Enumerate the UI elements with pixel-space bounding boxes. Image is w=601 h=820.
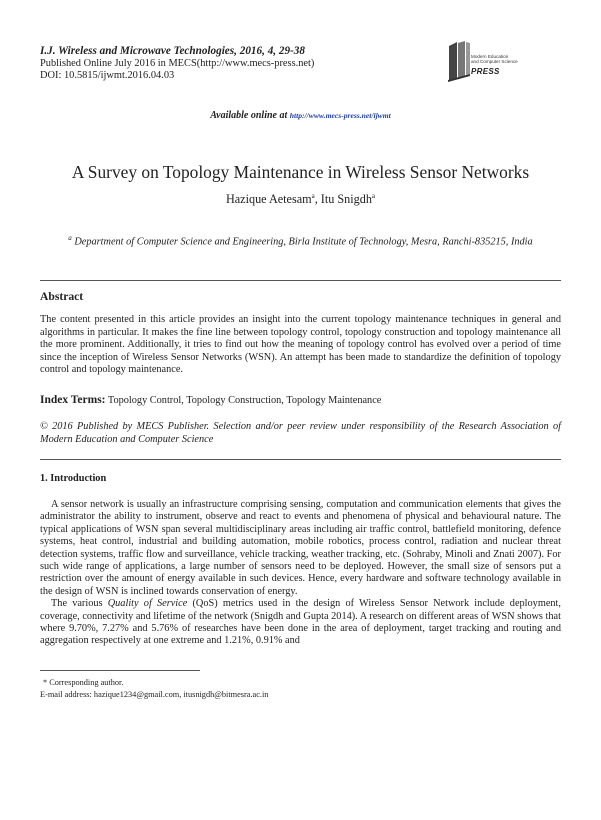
email-addresses: hazique1234@gmail.com, itusnigdh@bitmesra.ac.in: [93, 689, 269, 699]
footnote: [40, 677, 268, 700]
corresponding-author-note: * Corresponding author.: [43, 678, 124, 687]
author-affil-mark: a: [371, 192, 376, 200]
section-body: [40, 499, 561, 648]
doi-line: DOI: 10.5815/ijwmt.2016.04.03: [40, 70, 175, 81]
paragraph: The various Quality of Service (QoS) metrics used in the design of Wireless Sensor Network include deployment, coverage, connectivity and lifetime of the network (Snigdh and Gupta 2014). A research on different areas of WSN shows that where 9.70%, 7.27% and 5.76% of researches have been done in the area of deployment, target tracking and routing and aggregation respectively at one extreme and 1.21%, 0.91% and: [40, 598, 561, 647]
author-name: Itu Snigdh: [320, 192, 372, 207]
publication-line: Published Online July 2016 in MECS(http://www.mecs-press.net): [40, 57, 315, 69]
email-line: E-mail address: hazique1234@gmail.com, itusnigdh@bitmesra.ac.in: [40, 689, 269, 699]
authors: Hazique Aetesam$^a$, Itu Snigdh$^a$: [225, 192, 376, 207]
copyright-notice: © 2016 Published by MECS Publisher. Selection and/or peer review under responsibility of the Research Association of Modern Education and Computer Science: [40, 421, 561, 445]
index-terms: [40, 394, 561, 406]
book-stack-icon: [446, 40, 472, 82]
author-name: Hazique Aetesam: [225, 192, 312, 207]
abstract-heading: Abstract: [40, 290, 84, 303]
affiliation: [52, 232, 549, 248]
author-affil-mark: a: [311, 192, 315, 200]
abstract-text: The content presented in this article provides an insight into the current topology maintenance techniques in general and algorithms in particular. It makes the fine line between topology control, topology construction and topology maintenance all the more prominent. Additionally, it tries to find out how the meaning of topology control has evolved over a period of time since the inception of Wireless Sensor Networks (WSN). An attempt has been made to standardize the definition of topology control and topology maintenance.: [40, 314, 561, 376]
journal-header: [40, 45, 314, 83]
logo-press-text: PRESS: [471, 67, 500, 76]
available-label: Available online at: [210, 110, 288, 121]
section-heading: 1. Introduction: [40, 473, 107, 484]
journal-url-link[interactable]: http://www.mecs-press.net/ijwmt: [289, 111, 391, 120]
index-terms-text: Topology Control, Topology Construction, Topology Maintenance: [107, 395, 382, 406]
journal-citation: I.J. Wireless and Microwave Technologies, 2016, 4, 29-38: [40, 45, 305, 57]
publisher-logo: [446, 40, 550, 86]
footnote-divider: [40, 670, 200, 671]
divider: [40, 280, 561, 281]
index-terms-label: Index Terms:: [40, 394, 106, 406]
affiliation-mark: a: [68, 234, 72, 242]
logo-text: Modern Education and Computer Science: [471, 54, 518, 65]
divider: [40, 459, 561, 460]
available-online: [0, 110, 601, 121]
affiliation-text: Department of Computer Science and Engineering, Birla Institute of Technology, Mesra, Ranchi-835215, India: [74, 236, 533, 248]
paper-title: A Survey on Topology Maintenance in Wireless Sensor Networks: [71, 162, 530, 182]
paragraph: A sensor network is usually an infrastructure comprising sensing, computation and communication elements that gives the administrator the ability to instrument, observe and react to events and phenomena of physical and behavioural nature. The typical applications of WSN span several multidisciplinary areas including air traffic control, battlefield monitoring, defence systems, heat control, industrial and building automation, mobile robotics, process control, radiation and nuclear threat detection systems, traffic flow and surveillance, vehicle tracking, weather tracking, etc. (Sohraby, Minoli and Znati 2007). For such wide range of applications, a large number of sensors need to be deployed. However, the small size of sensors put a restriction over the amount of energy available in such devices. Hence, every hardware and software technology available in the design of WSN is inclined towards conservation of energy.: [40, 499, 561, 597]
